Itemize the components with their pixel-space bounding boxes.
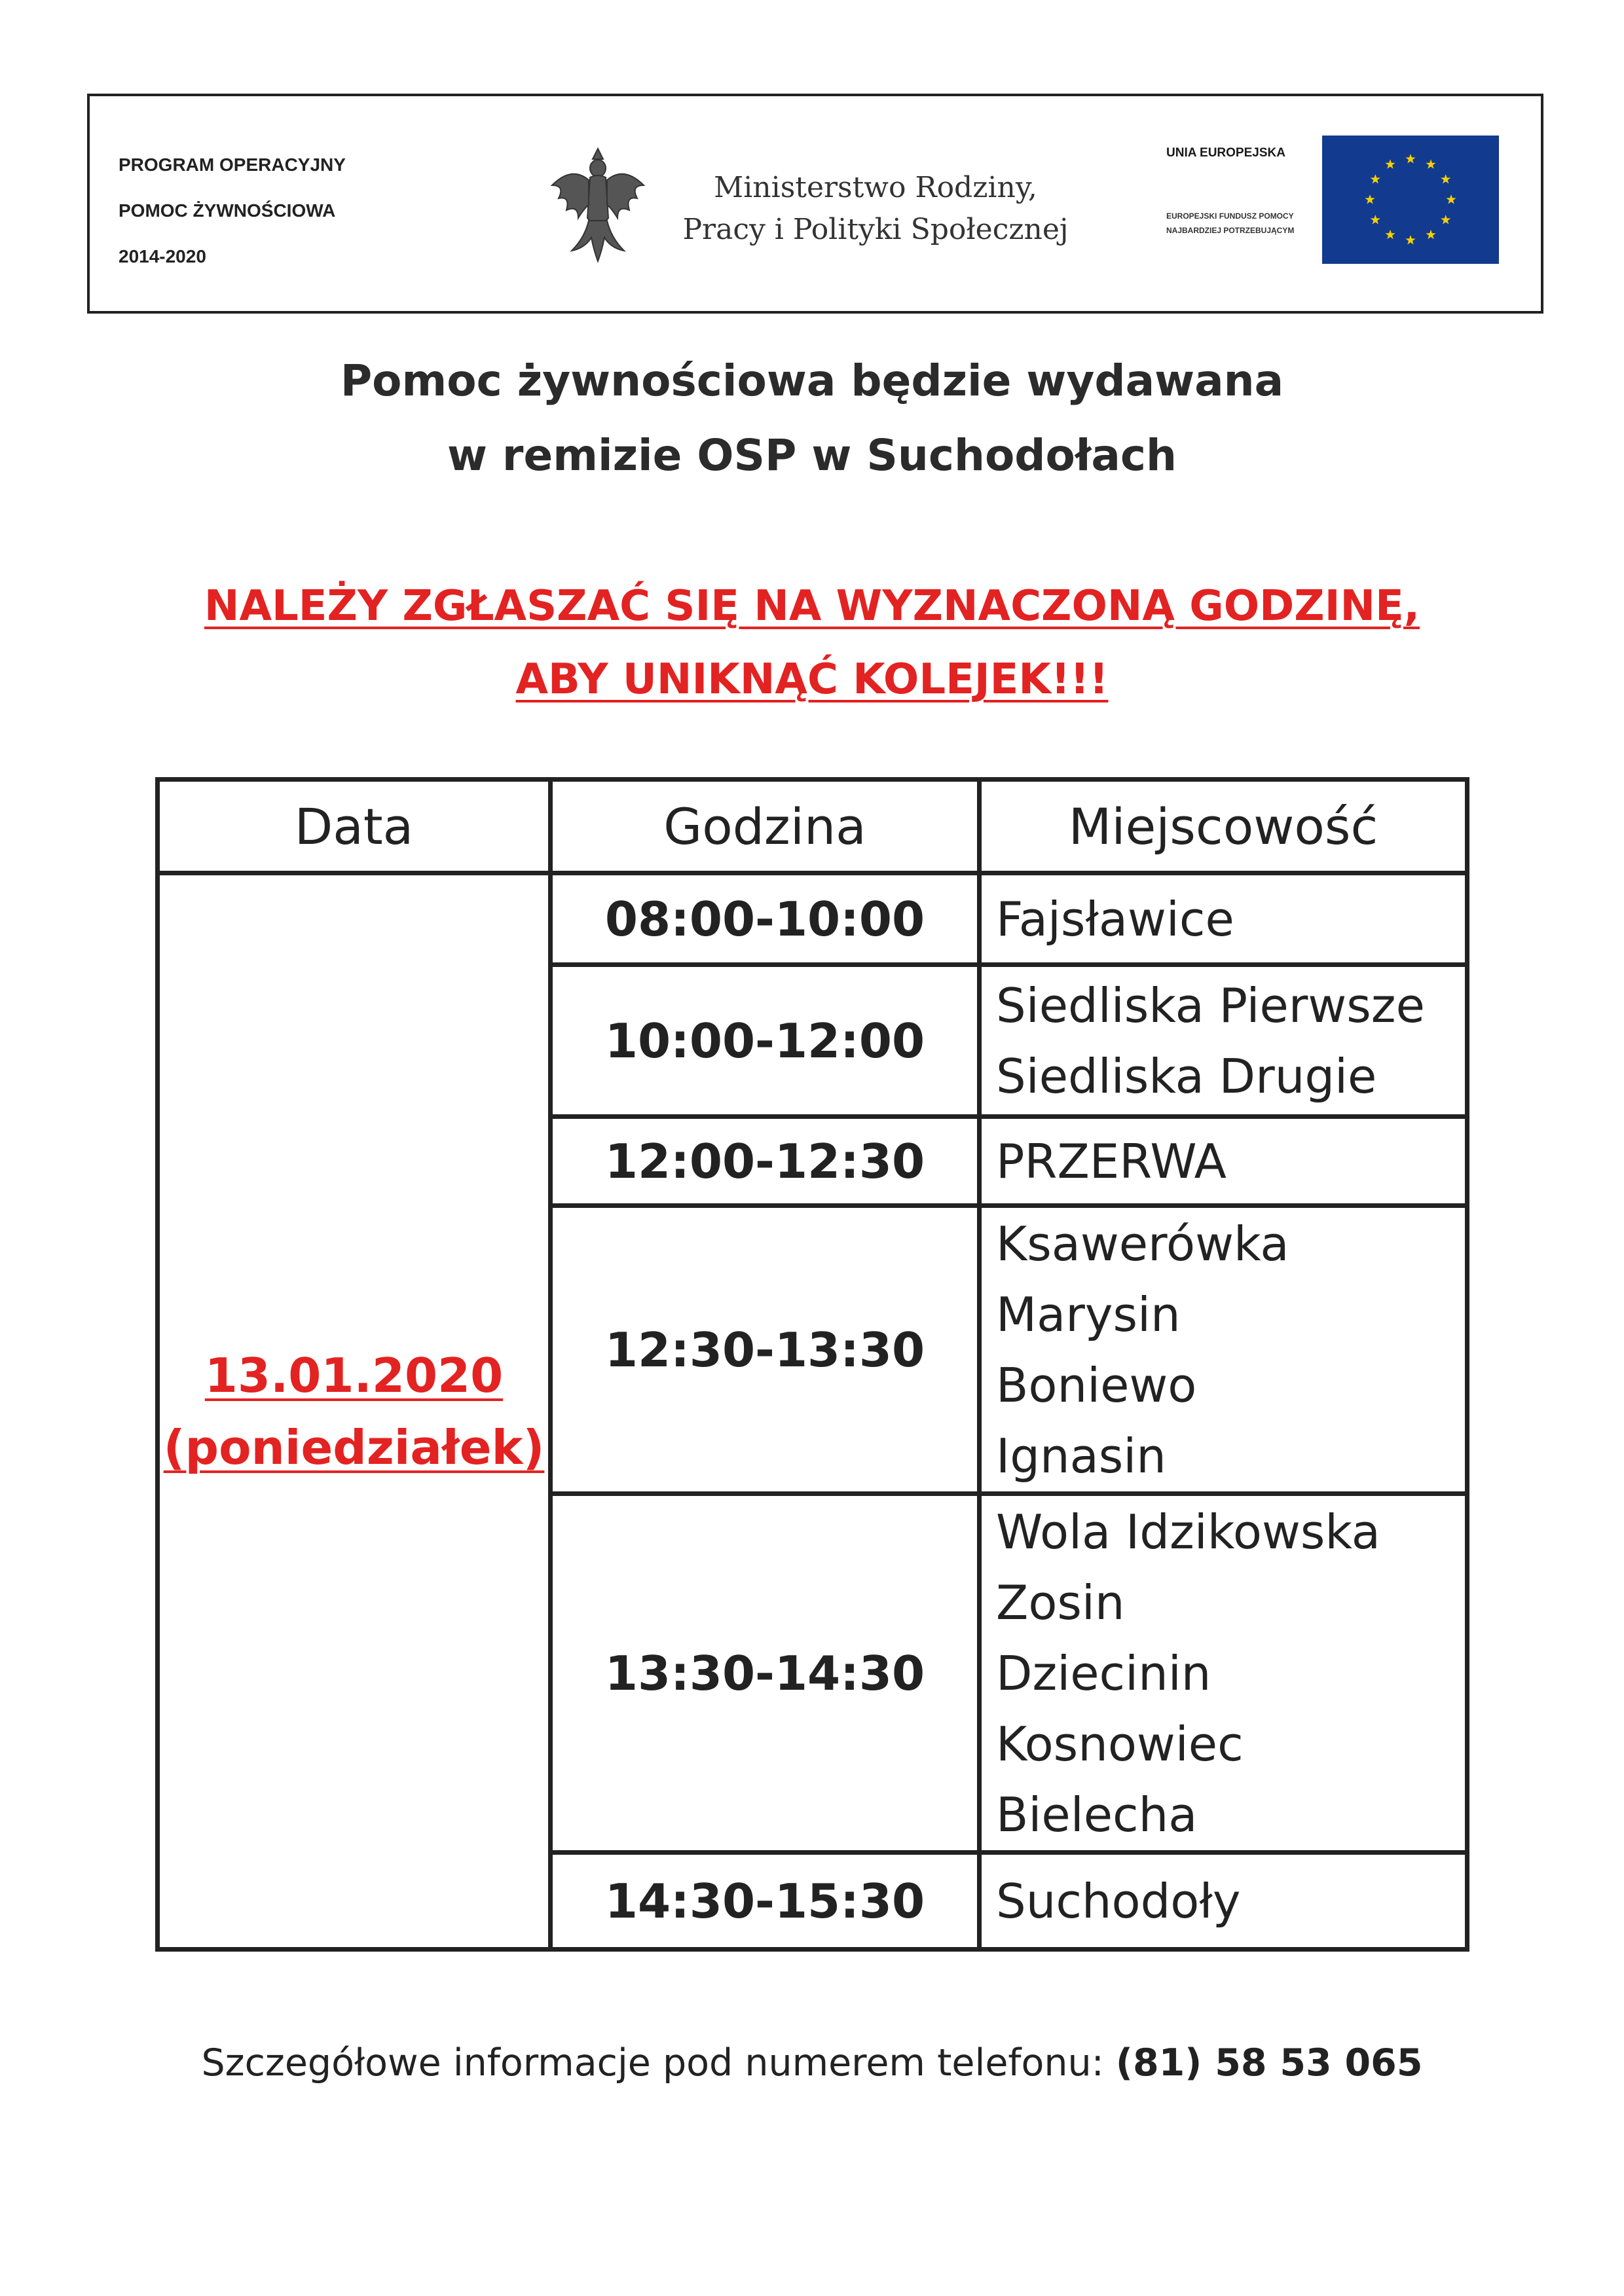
- time-cell: 12:30-13:30: [551, 1206, 980, 1494]
- eu-fund-line: EUROPEJSKI FUNDUSZ POMOCY: [1166, 211, 1294, 221]
- ministry-line: Ministerstwo Rodziny,: [714, 171, 1037, 204]
- polish-eagle-emblem: [545, 139, 650, 270]
- eu-star-icon: [1446, 194, 1456, 204]
- place-cell: [980, 965, 1467, 1117]
- program-name: [119, 142, 346, 280]
- date-cell: [158, 873, 551, 1950]
- place-cell: [980, 873, 1467, 965]
- place-name: Marysin: [996, 1286, 1181, 1342]
- place-name: Fajsławice: [996, 891, 1234, 947]
- warning-notice: [0, 570, 1624, 716]
- time-cell: 10:00-12:00: [551, 965, 980, 1117]
- eu-star-icon: [1365, 194, 1375, 204]
- place-cell: [980, 1853, 1467, 1950]
- time-cell: 12:00-12:30: [551, 1117, 980, 1206]
- ministry-name: [659, 167, 1092, 251]
- eu-star-icon: [1426, 159, 1435, 168]
- time-cell: 14:30-15:30: [551, 1853, 980, 1950]
- eu-star-icon: [1426, 230, 1435, 240]
- weekday-value: (poniedziałek): [163, 1419, 545, 1475]
- date-value: 13.01.2020: [204, 1347, 504, 1403]
- column-header-date: Data: [158, 780, 551, 873]
- table-row: [158, 873, 1467, 965]
- place-cell: [980, 1206, 1467, 1494]
- place-cell: [980, 1494, 1467, 1853]
- eu-title: UNIA EUROPEJSKA: [1166, 146, 1285, 160]
- footer-text: Szczegółowe informacje pod numerem telefonu:: [201, 2041, 1116, 2085]
- warning-line: ABY UNIKNĄĆ KOLEJEK!!!: [515, 655, 1109, 704]
- title-line: Pomoc żywnościowa będzie wydawana: [340, 355, 1284, 406]
- place-name: Bielecha: [996, 1787, 1198, 1842]
- eu-star-icon: [1441, 174, 1450, 184]
- phone-number: (81) 58 53 065: [1115, 2041, 1423, 2085]
- column-header-time: Godzina: [551, 780, 980, 873]
- program-line: 2014-2020: [119, 246, 206, 266]
- eu-star-icon: [1371, 174, 1380, 184]
- page-title: [0, 344, 1624, 493]
- place-name: Wola Idzikowska: [996, 1504, 1380, 1559]
- eu-star-icon: [1441, 215, 1450, 225]
- footer-contact: [0, 2041, 1624, 2085]
- place-name: Siedliska Pierwsze: [996, 977, 1425, 1033]
- eu-flag-icon: [1322, 136, 1499, 264]
- place-name: Kosnowiec: [996, 1716, 1244, 1772]
- column-header-place: Miejscowość: [980, 780, 1467, 873]
- schedule-table: [155, 777, 1469, 1952]
- place-cell: [980, 1117, 1467, 1206]
- place-name: Zosin: [996, 1575, 1125, 1630]
- eu-star-icon: [1371, 215, 1380, 225]
- place-name: Dziecinin: [996, 1645, 1211, 1701]
- time-cell: 08:00-10:00: [551, 873, 980, 965]
- eu-fund-line: NAJBARDZIEJ POTRZEBUJĄCYM: [1166, 226, 1295, 235]
- ministry-line: Pracy i Polityki Społecznej: [682, 213, 1069, 246]
- eu-star-icon: [1405, 154, 1415, 164]
- header-logo-bar: [87, 94, 1543, 314]
- place-name: Suchodoły: [996, 1873, 1241, 1929]
- eu-star-icon: [1385, 230, 1395, 240]
- place-name: Ksawerówka: [996, 1216, 1289, 1271]
- time-cell: 13:30-14:30: [551, 1494, 980, 1853]
- title-line: w remizie OSP w Suchodołach: [447, 430, 1177, 481]
- place-name: Boniewo: [996, 1357, 1197, 1413]
- eu-fund-name: [1166, 209, 1294, 238]
- place-name: Siedliska Drugie: [996, 1048, 1377, 1104]
- eu-star-icon: [1405, 235, 1415, 245]
- program-line: PROGRAM OPERACYJNY: [119, 155, 346, 175]
- place-name: PRZERWA: [996, 1133, 1227, 1189]
- table-header-row: [158, 780, 1467, 873]
- eu-star-icon: [1385, 159, 1395, 168]
- program-line: POMOC ŻYWNOŚCIOWA: [119, 200, 336, 221]
- place-name: Ignasin: [996, 1428, 1166, 1484]
- warning-line: NALEŻY ZGŁASZAĆ SIĘ NA WYZNACZONĄ GODZINĘ,: [204, 582, 1420, 630]
